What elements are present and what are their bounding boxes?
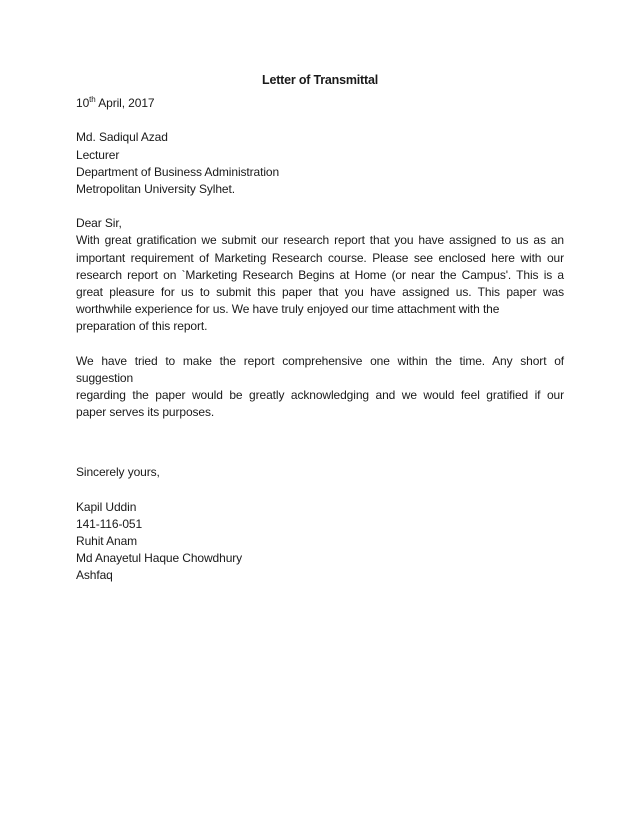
signatory-name: Kapil Uddin	[76, 499, 137, 514]
date-day: 10	[76, 96, 90, 111]
paragraph-line: With great gratification we submit our research report that you have assigned to us as an	[76, 233, 564, 248]
signatory-name: Md Anayetul Haque Chowdhury	[76, 551, 243, 566]
paragraph-line: suggestion	[76, 370, 134, 385]
paragraph-line: important requirement of Marketing Research course. Please see enclosed here with our	[76, 250, 564, 265]
letter-title: Letter of Transmittal	[262, 73, 378, 87]
paragraph-line: research report on `Marketing Research Begins at Home (or near the Campus'. This is a	[76, 267, 564, 282]
date-suffix: th	[89, 95, 96, 105]
closing: Sincerely yours,	[76, 465, 160, 480]
letter-date	[76, 95, 564, 112]
recipient-department: Department of Business Administration	[76, 164, 280, 179]
date-rest: April, 2017	[95, 96, 155, 111]
recipient-name: Md. Sadiqul Azad	[76, 130, 168, 145]
paragraph-line: regarding the paper would be greatly acknowledging and we would feel gratified if our	[76, 388, 564, 403]
spacer	[76, 482, 564, 499]
paragraph-line: great pleasure for us to submit this paper that you have assigned us. This paper was	[76, 285, 564, 300]
signatory-id: 141-116-051	[76, 516, 143, 531]
paragraph-line: paper serves its purposes.	[76, 405, 215, 420]
recipient-position: Lecturer	[76, 147, 120, 162]
signatory-list	[76, 499, 564, 585]
signatory-name: Ashfaq	[76, 568, 113, 583]
paragraph-2	[76, 353, 564, 422]
paragraph-1	[76, 232, 564, 335]
recipient-block	[76, 129, 564, 198]
paragraph-line: preparation of this report.	[76, 319, 208, 334]
salutation: Dear Sir,	[76, 216, 122, 231]
paragraph-line: We have tried to make the report comprehensive one within the time. Any short of	[76, 353, 564, 368]
spacer	[76, 447, 564, 464]
paragraph-line: worthwhile experience for us. We have truly enjoyed our time attachment with the	[76, 302, 500, 317]
signatory-name: Ruhit Anam	[76, 534, 138, 549]
spacer	[76, 198, 564, 215]
spacer	[76, 336, 564, 353]
spacer	[76, 112, 564, 129]
spacer	[76, 421, 564, 447]
recipient-institution: Metropolitan University Sylhet.	[76, 182, 235, 197]
letter-body	[76, 72, 564, 585]
